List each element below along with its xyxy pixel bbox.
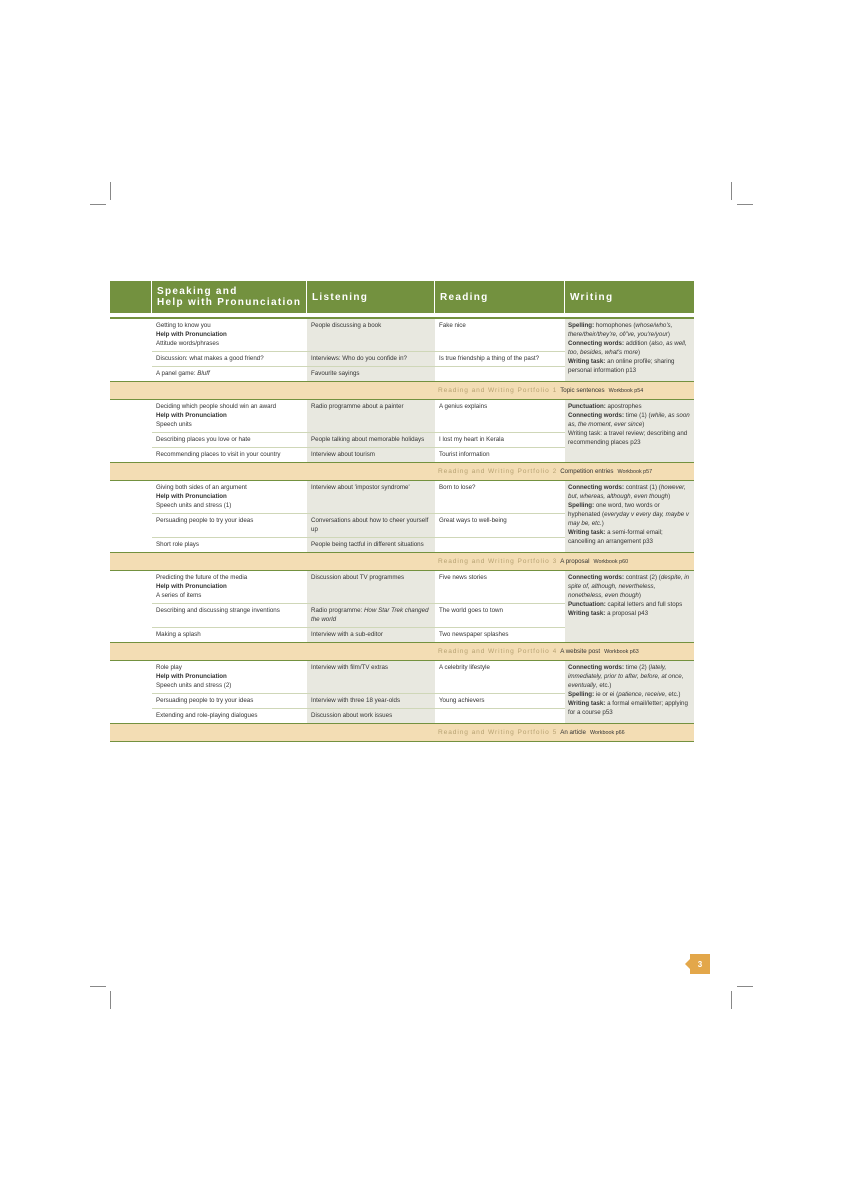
unit-column-header xyxy=(110,281,152,313)
table-row xyxy=(152,661,565,694)
writing-connect xyxy=(568,411,691,429)
writing-connect-italic: also, as well, too, besides, what's more xyxy=(568,340,687,356)
listening-cell xyxy=(307,628,435,642)
portfolio-label: Reading and Writing Portfolio xyxy=(438,387,550,394)
writing-connect-end: ) xyxy=(668,493,671,500)
writing-punct-text: capital letters and full stops xyxy=(605,601,683,608)
reading-text: Young achievers xyxy=(439,697,485,704)
workbook-ref: Workbook p57 xyxy=(617,468,653,475)
pronunciation-label: Help with Pronunciation xyxy=(156,583,227,590)
unit-block xyxy=(110,319,694,381)
speaking-header-line1: Speaking and xyxy=(157,286,238,297)
crop-mark xyxy=(737,986,753,987)
reading-cell xyxy=(435,448,565,462)
writing-connect-end: ) xyxy=(642,421,645,428)
listening-cell xyxy=(307,571,435,603)
writing-spelling-label: Spelling: xyxy=(568,502,595,509)
listening-cell xyxy=(307,433,435,447)
writing-connect-label: Connecting words: xyxy=(568,574,625,581)
writing-task xyxy=(568,528,691,546)
writing-connect-text: time (1) ( xyxy=(624,412,651,419)
portfolio-label: Reading and Writing Portfolio xyxy=(438,468,550,475)
pronunciation-topic: Speech units xyxy=(156,421,192,428)
workbook-ref: Workbook p66 xyxy=(590,729,625,736)
listening-text: Discussion about work issues xyxy=(311,712,393,719)
reading-cell xyxy=(435,661,565,693)
pronunciation-topic: Speech units and stress (1) xyxy=(156,502,232,509)
listening-cell xyxy=(307,400,435,432)
unit-number-cell xyxy=(110,661,152,723)
unit-number-cell xyxy=(110,571,152,642)
portfolio-title: A website post xyxy=(560,648,601,655)
table-row xyxy=(152,571,565,604)
workbook-ref: Workbook p54 xyxy=(608,387,644,394)
table-row xyxy=(152,319,565,352)
crop-mark xyxy=(110,182,111,200)
listening-cell xyxy=(307,514,435,537)
speaking-cell xyxy=(152,367,307,381)
speaking-cell xyxy=(152,604,307,627)
listening-cell xyxy=(307,352,435,366)
speaking-cell xyxy=(152,448,307,462)
writing-task xyxy=(568,609,691,618)
writing-punct-label: Punctuation: xyxy=(568,403,606,410)
units-container xyxy=(110,319,694,742)
portfolio-bar xyxy=(110,642,694,661)
unit-rows xyxy=(152,661,565,723)
writing-connect-italic: lately, immediately, prior to after, before, at once, eventually xyxy=(568,664,684,689)
writing-spelling-end: ) xyxy=(601,520,604,527)
writing-cell xyxy=(565,661,694,723)
listening-text: Interviews: Who do you confide in? xyxy=(311,355,407,362)
unit-block xyxy=(110,481,694,552)
writing-task-label: Writing task: xyxy=(568,529,606,536)
unit-rows xyxy=(152,481,565,552)
reading-cell xyxy=(435,367,565,381)
table-row xyxy=(152,709,565,723)
speaking-cell xyxy=(152,319,307,351)
speaking-cell xyxy=(152,352,307,366)
writing-connect xyxy=(568,663,691,690)
portfolio-label: Reading and Writing Portfolio xyxy=(438,648,550,655)
reading-cell xyxy=(435,694,565,708)
speaking-text: Describing and discussing strange inventions xyxy=(156,607,280,614)
writing-punct xyxy=(568,402,691,411)
portfolio-title: An article xyxy=(560,729,586,736)
speaking-text: Getting to know you xyxy=(156,322,211,329)
table-row xyxy=(152,538,565,552)
reading-text: A genius explains xyxy=(439,403,488,410)
writing-spelling-text: ie or ei ( xyxy=(594,691,619,698)
table-row xyxy=(152,694,565,709)
writing-task xyxy=(568,699,691,717)
reading-text: Two newspaper splashes xyxy=(439,631,509,638)
writing-task-text: a formal email/letter; applying for a course p53 xyxy=(568,700,688,716)
reading-text: Five news stories xyxy=(439,574,487,581)
portfolio-number: 2 xyxy=(552,468,557,475)
speaking-header-line2: Help with Pronunciation xyxy=(157,297,302,308)
unit-block xyxy=(110,661,694,723)
reading-cell xyxy=(435,628,565,642)
listening-cell xyxy=(307,709,435,723)
speaking-cell xyxy=(152,571,307,603)
listening-cell xyxy=(307,481,435,513)
writing-connect-text: contrast (2) ( xyxy=(624,574,661,581)
reading-cell xyxy=(435,709,565,723)
speaking-text: Discussion: what makes a good friend? xyxy=(156,355,264,362)
pronunciation-label: Help with Pronunciation xyxy=(156,493,227,500)
speaking-text: Extending and role-playing dialogues xyxy=(156,712,258,719)
writing-connect xyxy=(568,573,691,600)
writing-spelling-italic: patience, receive xyxy=(618,691,665,698)
listening-text: Interview about 'impostor syndrome' xyxy=(311,484,410,491)
pronunciation-topic: Attitude words/phrases xyxy=(156,340,219,347)
unit-rows xyxy=(152,319,565,381)
reading-cell xyxy=(435,400,565,432)
contents-table xyxy=(110,281,694,742)
listening-cell xyxy=(307,448,435,462)
writing-spelling-end: ) xyxy=(667,331,670,338)
writing-connect xyxy=(568,483,691,501)
unit-number-cell xyxy=(110,319,152,381)
listening-cell xyxy=(307,661,435,693)
reading-cell xyxy=(435,352,565,366)
reading-cell xyxy=(435,481,565,513)
speaking-cell xyxy=(152,400,307,432)
reading-text: Tourist information xyxy=(439,451,490,458)
reading-text: The world goes to town xyxy=(439,607,503,614)
speaking-text: Predicting the future of the media xyxy=(156,574,248,581)
listening-cell xyxy=(307,538,435,552)
writing-connect-text: time (2) ( xyxy=(624,664,651,671)
writing-connect-italic: while, as soon as, the moment, ever since xyxy=(568,412,690,428)
table-header xyxy=(110,281,694,313)
speaking-text: Making a splash xyxy=(156,631,201,638)
pronunciation-topic: A series of items xyxy=(156,592,202,599)
listening-text: Radio programme about a painter xyxy=(311,403,404,410)
writing-spelling-label: Spelling: xyxy=(568,322,595,329)
listening-italic: How Star Trek changed the world xyxy=(311,607,429,623)
listening-cell xyxy=(307,694,435,708)
portfolio-label: Reading and Writing Portfolio xyxy=(438,729,550,736)
crop-mark xyxy=(90,204,106,205)
table-row xyxy=(152,628,565,642)
reading-cell xyxy=(435,571,565,603)
speaking-text: Short role plays xyxy=(156,541,199,548)
writing-task-label: Writing task: xyxy=(568,358,606,365)
listening-text: People talking about memorable holidays xyxy=(311,436,425,443)
listening-header: Listening xyxy=(307,281,435,313)
crop-mark xyxy=(110,991,111,1009)
crop-mark xyxy=(731,182,732,200)
writing-task-label: Writing task: xyxy=(568,610,606,617)
listening-text: Interview about tourism xyxy=(311,451,375,458)
reading-cell xyxy=(435,514,565,537)
speaking-text: Giving both sides of an argument xyxy=(156,484,247,491)
speaking-text: Persuading people to try your ideas xyxy=(156,517,254,524)
listening-text: Conversations about how to cheer yourself up xyxy=(311,517,429,533)
table-row xyxy=(152,367,565,381)
speaking-italic: Bluff xyxy=(197,370,210,377)
portfolio-bar xyxy=(110,723,694,742)
listening-text: Interview with three 18 year-olds xyxy=(311,697,401,704)
writing-spelling-end: , etc.) xyxy=(664,691,681,698)
workbook-ref: Workbook p60 xyxy=(593,558,629,565)
listening-cell xyxy=(307,367,435,381)
writing-spelling xyxy=(568,690,691,699)
reading-cell xyxy=(435,604,565,627)
reading-text: Is true friendship a thing of the past? xyxy=(439,355,540,362)
portfolio-number: 4 xyxy=(552,648,557,655)
writing-header: Writing xyxy=(570,291,614,303)
writing-cell xyxy=(565,571,694,642)
portfolio-number: 5 xyxy=(552,729,557,736)
pronunciation-topic: Speech units and stress (2) xyxy=(156,682,232,689)
speaking-cell xyxy=(152,694,307,708)
writing-task-text: a proposal p43 xyxy=(605,610,649,617)
portfolio-bar xyxy=(110,552,694,571)
table-row xyxy=(152,352,565,367)
writing-connect-end: , etc.) xyxy=(595,682,612,689)
table-row xyxy=(152,400,565,433)
writing-connect-italic: however, but, whereas, although, even though xyxy=(568,484,686,500)
reading-header: Reading xyxy=(435,281,565,313)
writing-spelling-italic: whose/who's, there/their/they're, of/'ve, you're/your xyxy=(568,322,673,338)
unit-number-cell xyxy=(110,481,152,552)
writing-cell xyxy=(565,481,694,552)
writing-connect-text: addition ( xyxy=(624,340,652,347)
portfolio-bar xyxy=(110,381,694,400)
unit-block xyxy=(110,400,694,462)
crop-mark xyxy=(737,204,753,205)
table-row xyxy=(152,481,565,514)
speaking-cell xyxy=(152,709,307,723)
listening-text: Favourite sayings xyxy=(311,370,360,377)
listening-text: Interview with a sub-editor xyxy=(311,631,383,638)
writing-connect-label: Connecting words: xyxy=(568,484,625,491)
listening-text: Radio programme: xyxy=(311,607,364,614)
speaking-text: Role play xyxy=(156,664,182,671)
listening-text: Discussion about TV programmes xyxy=(311,574,405,581)
writing-connect-end: ) xyxy=(638,592,641,599)
unit-rows xyxy=(152,400,565,462)
crop-mark xyxy=(731,991,732,1009)
speaking-cell xyxy=(152,481,307,513)
unit-number-cell xyxy=(110,400,152,462)
writing-task-label: Writing task: xyxy=(568,700,606,707)
listening-cell xyxy=(307,319,435,351)
writing-punct xyxy=(568,600,691,609)
writing-spelling-italic: everyday v every day, maybe v may be, etc. xyxy=(568,511,689,527)
reading-text: Born to lose? xyxy=(439,484,476,491)
writing-task-text: a semi-formal email; cancelling an arrangement p33 xyxy=(568,529,663,545)
writing-cell xyxy=(565,400,694,462)
portfolio-number: 1 xyxy=(552,387,557,394)
writing-spelling xyxy=(568,501,691,528)
table-row xyxy=(152,448,565,462)
speaking-cell xyxy=(152,538,307,552)
speaking-header xyxy=(152,281,307,313)
table-row xyxy=(152,433,565,448)
writing-spelling-text: one word, two words or hyphenated ( xyxy=(568,502,660,518)
writing-punct-label: Punctuation: xyxy=(568,601,606,608)
reading-cell xyxy=(435,319,565,351)
reading-cell xyxy=(435,433,565,447)
portfolio-label: Reading and Writing Portfolio xyxy=(438,558,550,565)
writing-spelling xyxy=(568,321,691,339)
workbook-ref: Workbook p63 xyxy=(604,648,639,655)
page-number: 3 xyxy=(690,954,710,974)
table-row xyxy=(152,514,565,538)
reading-text: A celebrity lifestyle xyxy=(439,664,490,671)
writing-spelling-label: Spelling: xyxy=(568,691,595,698)
writing-connect-text: contrast (1) ( xyxy=(624,484,661,491)
writing-task xyxy=(568,357,691,375)
speaking-cell xyxy=(152,514,307,537)
listening-text: People discussing a book xyxy=(311,322,382,329)
writing-connect xyxy=(568,339,691,357)
reading-text: Great ways to well-being xyxy=(439,517,507,524)
pronunciation-label: Help with Pronunciation xyxy=(156,331,227,338)
unit-rows xyxy=(152,571,565,642)
listening-text: People being tactful in different situations xyxy=(311,541,424,548)
writing-connect-end: ) xyxy=(637,349,641,356)
writing-cell xyxy=(565,319,694,381)
reading-cell xyxy=(435,538,565,552)
speaking-cell xyxy=(152,433,307,447)
portfolio-title: A proposal xyxy=(560,558,590,565)
pronunciation-label: Help with Pronunciation xyxy=(156,412,227,419)
portfolio-number: 3 xyxy=(552,558,557,565)
portfolio-title: Topic sentences xyxy=(560,387,605,394)
writing-task xyxy=(568,429,691,447)
writing-connect-italic: despite, in spite of, although, nevertheless, nonetheless, even though xyxy=(568,574,690,599)
writing-connect-label: Connecting words: xyxy=(568,340,625,347)
portfolio-title: Competition entries xyxy=(560,468,614,475)
speaking-text: A panel game: xyxy=(156,370,198,377)
reading-text: Fake nice xyxy=(439,322,466,329)
speaking-text: Describing places you love or hate xyxy=(156,436,251,443)
listening-cell xyxy=(307,604,435,627)
speaking-cell xyxy=(152,628,307,642)
speaking-cell xyxy=(152,661,307,693)
pronunciation-label: Help with Pronunciation xyxy=(156,673,227,680)
portfolio-bar xyxy=(110,462,694,481)
writing-punct-text: apostrophes xyxy=(605,403,642,410)
writing-task-text: Writing task: a travel review; describing and recommending places p23 xyxy=(568,430,688,446)
writing-spelling-text: homophones ( xyxy=(594,322,636,329)
speaking-text: Persuading people to try your ideas xyxy=(156,697,254,704)
table-row xyxy=(152,604,565,628)
speaking-text: Deciding which people should win an award xyxy=(156,403,277,410)
writing-connect-label: Connecting words: xyxy=(568,412,625,419)
writing-connect-label: Connecting words: xyxy=(568,664,625,671)
unit-block xyxy=(110,571,694,642)
speaking-text: Recommending places to visit in your country xyxy=(156,451,281,458)
crop-mark xyxy=(90,986,106,987)
listening-text: Interview with film/TV extras xyxy=(311,664,389,671)
reading-text: I lost my heart in Kerala xyxy=(439,436,504,443)
writing-task-text: an online profile; sharing personal information p13 xyxy=(568,358,675,374)
